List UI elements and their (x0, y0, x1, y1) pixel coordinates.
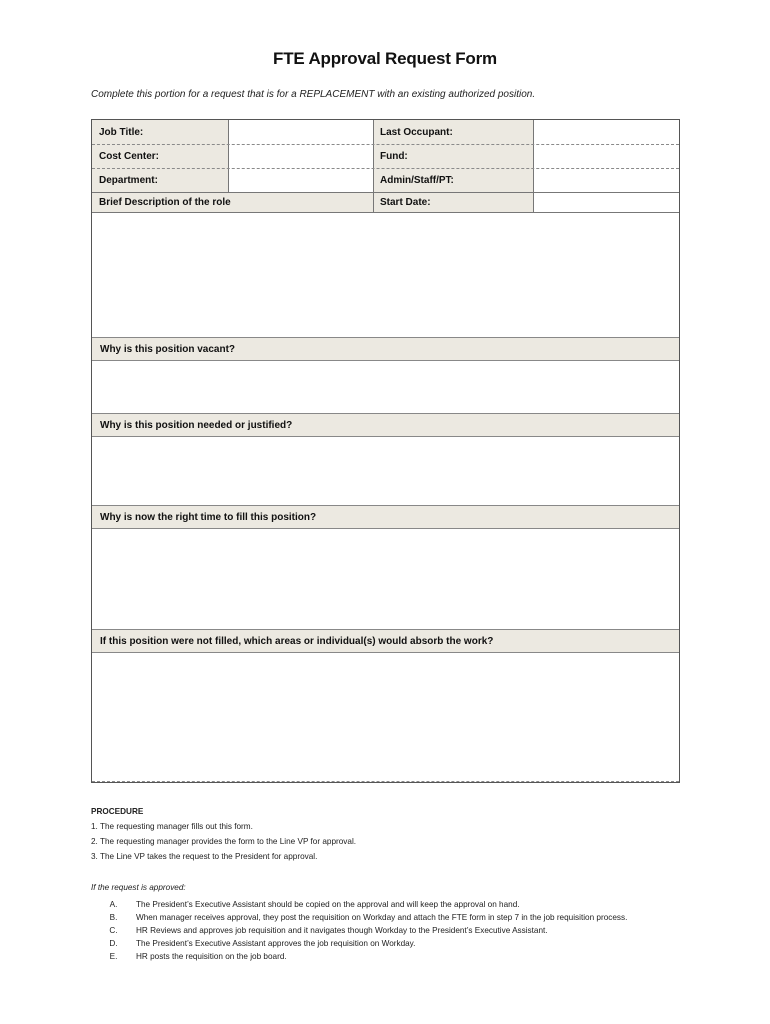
list-item-text: HR posts the requisition on the job board. (136, 952, 287, 961)
list-item (91, 937, 651, 950)
brief-description-input[interactable] (92, 213, 679, 337)
list-item (91, 924, 651, 937)
cost-center-label: Cost Center: (92, 144, 228, 168)
list-item-letter: E. (109, 952, 118, 961)
cost-center-input[interactable] (228, 144, 373, 168)
list-item (91, 898, 651, 911)
department-label: Department: (92, 168, 228, 192)
list-item-text: HR Reviews and approves job requisition and it navigates though Workday to the President’s Executive Assistant. (136, 926, 548, 935)
approved-steps-list (91, 898, 651, 963)
last-occupant-input[interactable] (533, 120, 679, 144)
form-instructions: Complete this portion for a request that is for a REPLACEMENT with an existing authorized position. (91, 89, 536, 100)
list-item-text: The President’s Executive Assistant approves the job requisition on Workday. (136, 939, 416, 948)
list-item-text: When manager receives approval, they post the requisition on Workday and attach the FTE form in step 7 in the job requisition process. (136, 913, 628, 922)
list-item-letter: C. (109, 926, 118, 935)
fund-label: Fund: (373, 144, 533, 168)
list-item-letter: D. (109, 939, 118, 948)
job-title-label: Job Title: (92, 120, 228, 144)
approval-form (91, 119, 680, 783)
department-input[interactable] (228, 168, 373, 192)
absorb-work-answer-input[interactable] (92, 653, 679, 782)
justified-question: Why is this position needed or justified? (92, 413, 679, 437)
procedure-heading: PROCEDURE (91, 807, 144, 816)
admin-staff-pt-label: Admin/Staff/PT: (373, 168, 533, 192)
procedure-step: 2. The requesting manager provides the form to the Line VP for approval. (91, 837, 357, 846)
procedure-step: 3. The Line VP takes the request to the President for approval. (91, 852, 318, 861)
form-title: FTE Approval Request Form (273, 49, 497, 68)
admin-staff-pt-input[interactable] (533, 168, 679, 192)
vacant-answer-input[interactable] (92, 361, 679, 413)
right-time-question: Why is now the right time to fill this position? (92, 505, 679, 529)
approved-label: If the request is approved: (91, 883, 186, 892)
list-item-text: The President’s Executive Assistant should be copied on the approval and will keep the approval on hand. (136, 900, 520, 909)
last-occupant-label: Last Occupant: (373, 120, 533, 144)
job-title-input[interactable] (228, 120, 373, 144)
justified-answer-input[interactable] (92, 437, 679, 505)
start-date-input[interactable] (533, 192, 679, 212)
list-item-letter: B. (109, 913, 118, 922)
list-item (91, 911, 651, 924)
start-date-label: Start Date: (373, 192, 533, 212)
list-item (91, 950, 651, 963)
brief-description-label: Brief Description of the role (92, 192, 373, 212)
procedure-step: 1. The requesting manager fills out this form. (91, 822, 253, 831)
fund-input[interactable] (533, 144, 679, 168)
list-item-letter: A. (109, 900, 118, 909)
absorb-work-question: If this position were not filled, which areas or individual(s) would absorb the work? (92, 629, 679, 653)
right-time-answer-input[interactable] (92, 529, 679, 629)
vacant-question: Why is this position vacant? (92, 337, 679, 361)
